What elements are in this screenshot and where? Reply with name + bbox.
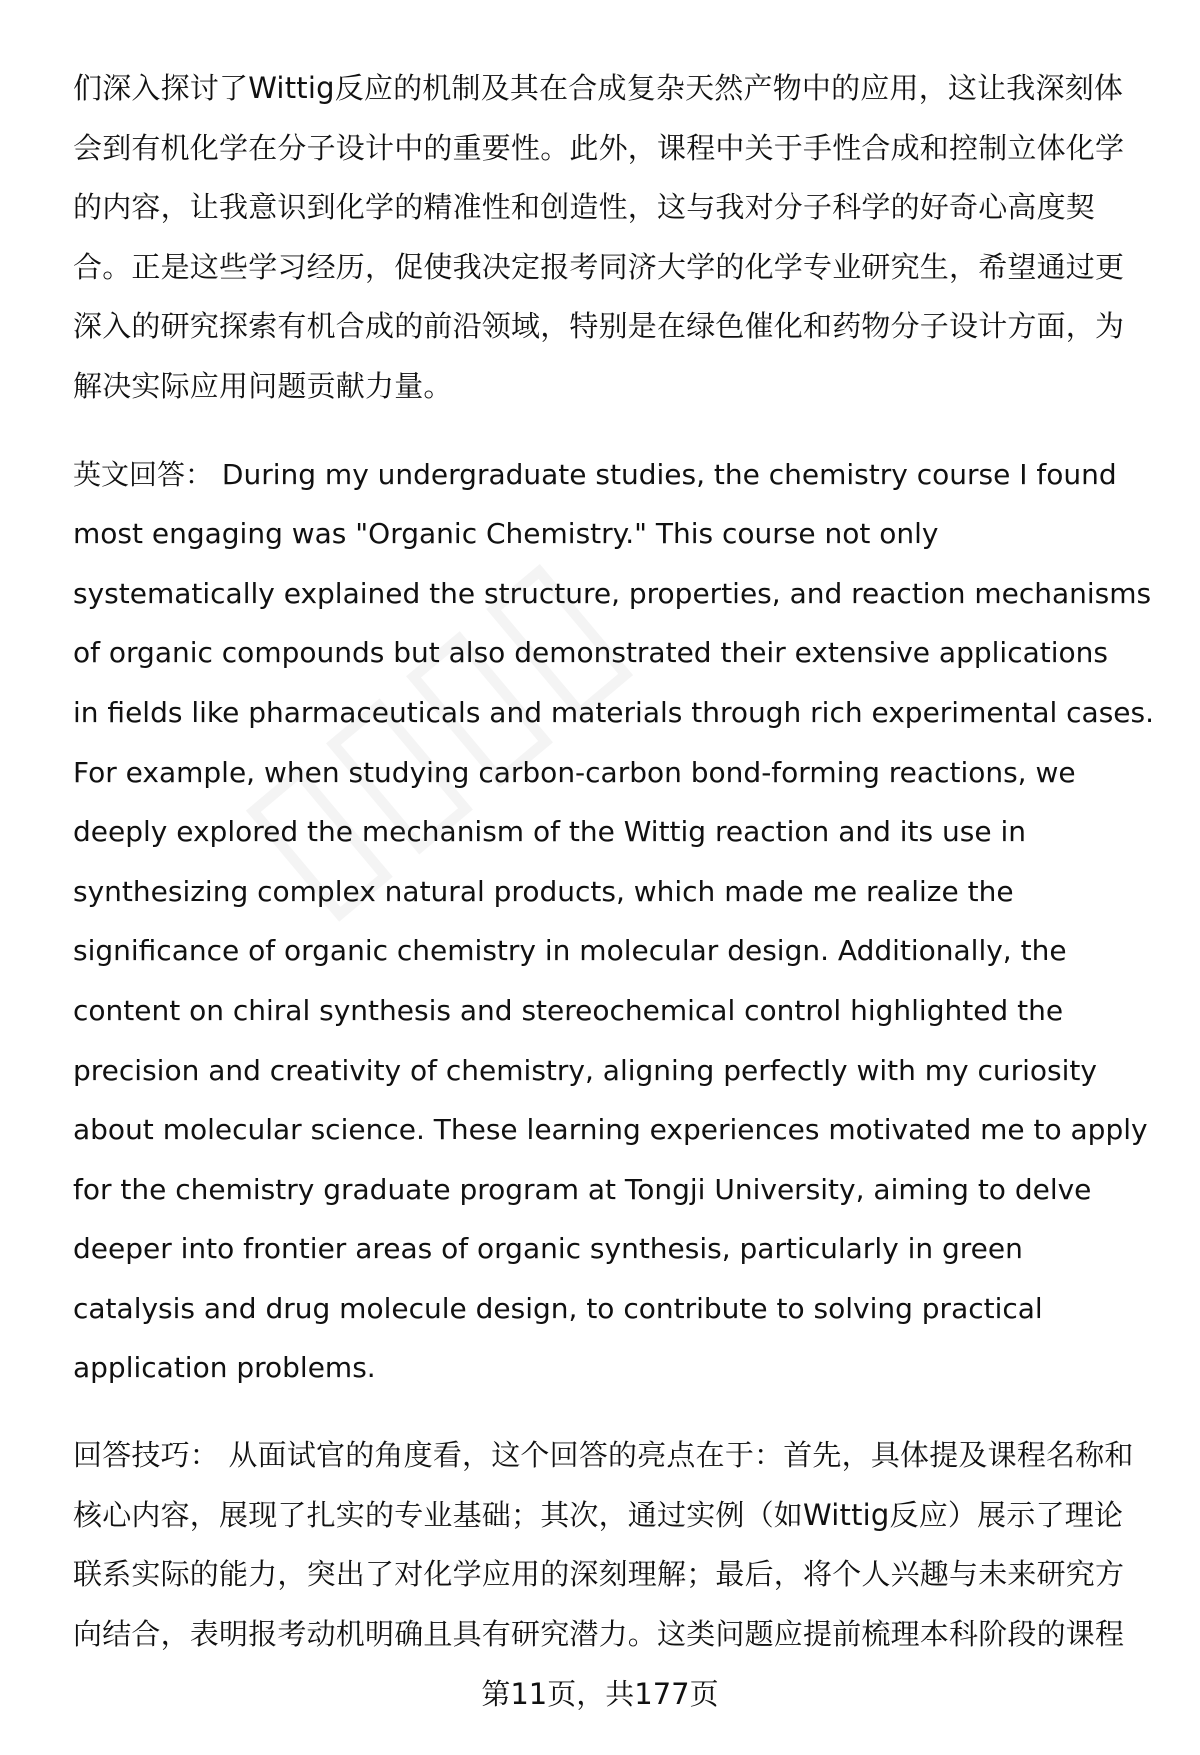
document-body bbox=[73, 59, 1163, 1692]
text-line: deeply explored the mechanism of the Wittig reaction and its use in bbox=[73, 815, 1026, 849]
text-line: 英文回答： During my undergraduate studies, the chemistry course I found bbox=[73, 457, 1117, 491]
answer-tips-paragraph bbox=[73, 1426, 1163, 1664]
text-line: 们深入探讨了Wittig反应的机制及其在合成复杂天然产物中的应用，这让我深刻体 bbox=[73, 71, 1124, 105]
text-line: synthesizing complex natural products, which made me realize the bbox=[73, 874, 1014, 908]
text-line: 解决实际应用问题贡献力量。 bbox=[73, 368, 453, 403]
text-line: most engaging was "Organic Chemistry." This course not only bbox=[73, 517, 939, 551]
text-line: in fields like pharmaceuticals and materials through rich experimental cases. bbox=[73, 695, 1155, 729]
text-line: significance of organic chemistry in molecular design. Additionally, the bbox=[73, 934, 1067, 968]
text-line: 向结合，表明报考动机明确且具有研究潜力。这类问题应提前梳理本科阶段的课程 bbox=[73, 1616, 1125, 1651]
text-line: content on chiral synthesis and stereochemical control highlighted the bbox=[73, 993, 1064, 1027]
text-line: precision and creativity of chemistry, aligning perfectly with my curiosity bbox=[73, 1053, 1097, 1087]
text-line: 联系实际的能力，突出了对化学应用的深刻理解；最后，将个人兴趣与未来研究方 bbox=[73, 1557, 1125, 1592]
text-line: of organic compounds but also demonstrated their extensive applications bbox=[73, 636, 1108, 670]
text-line: for the chemistry graduate program at Tongji University, aiming to delve bbox=[73, 1172, 1092, 1206]
text-line: 深入的研究探索有机合成的前沿领域，特别是在绿色催化和药物分子设计方面，为 bbox=[73, 309, 1125, 344]
english-answer-paragraph bbox=[73, 445, 1163, 1399]
text-line: about molecular science. These learning experiences motivated me to apply bbox=[73, 1113, 1148, 1147]
text-line: For example, when studying carbon-carbon bond-forming reactions, we bbox=[73, 755, 1076, 789]
text-line: 会到有机化学在分子设计中的重要性。此外，课程中关于手性合成和控制立体化学 bbox=[73, 130, 1125, 165]
text-line: 核心内容，展现了扎实的专业基础；其次，通过实例（如Wittig反应）展示了理论 bbox=[73, 1497, 1124, 1532]
page-number-footer: 第11页，共177页 bbox=[481, 1677, 719, 1711]
text-line: catalysis and drug molecule design, to contribute to solving practical bbox=[73, 1291, 1043, 1325]
text-line: systematically explained the structure, properties, and reaction mechanisms bbox=[73, 576, 1152, 610]
text-line: 的内容，让我意识到化学的精准性和创造性，这与我对分子科学的好奇心高度契 bbox=[73, 190, 1096, 225]
chinese-answer-paragraph bbox=[73, 59, 1163, 417]
text-line: 回答技巧： 从面试官的角度看，这个回答的亮点在于：首先，具体提及课程名称和 bbox=[73, 1438, 1134, 1473]
text-line: 合。正是这些学习经历，促使我决定报考同济大学的化学专业研究生，希望通过更 bbox=[73, 249, 1125, 284]
text-line: deeper into frontier areas of organic synthesis, particularly in green bbox=[73, 1232, 1023, 1266]
text-line: application problems. bbox=[73, 1351, 376, 1385]
